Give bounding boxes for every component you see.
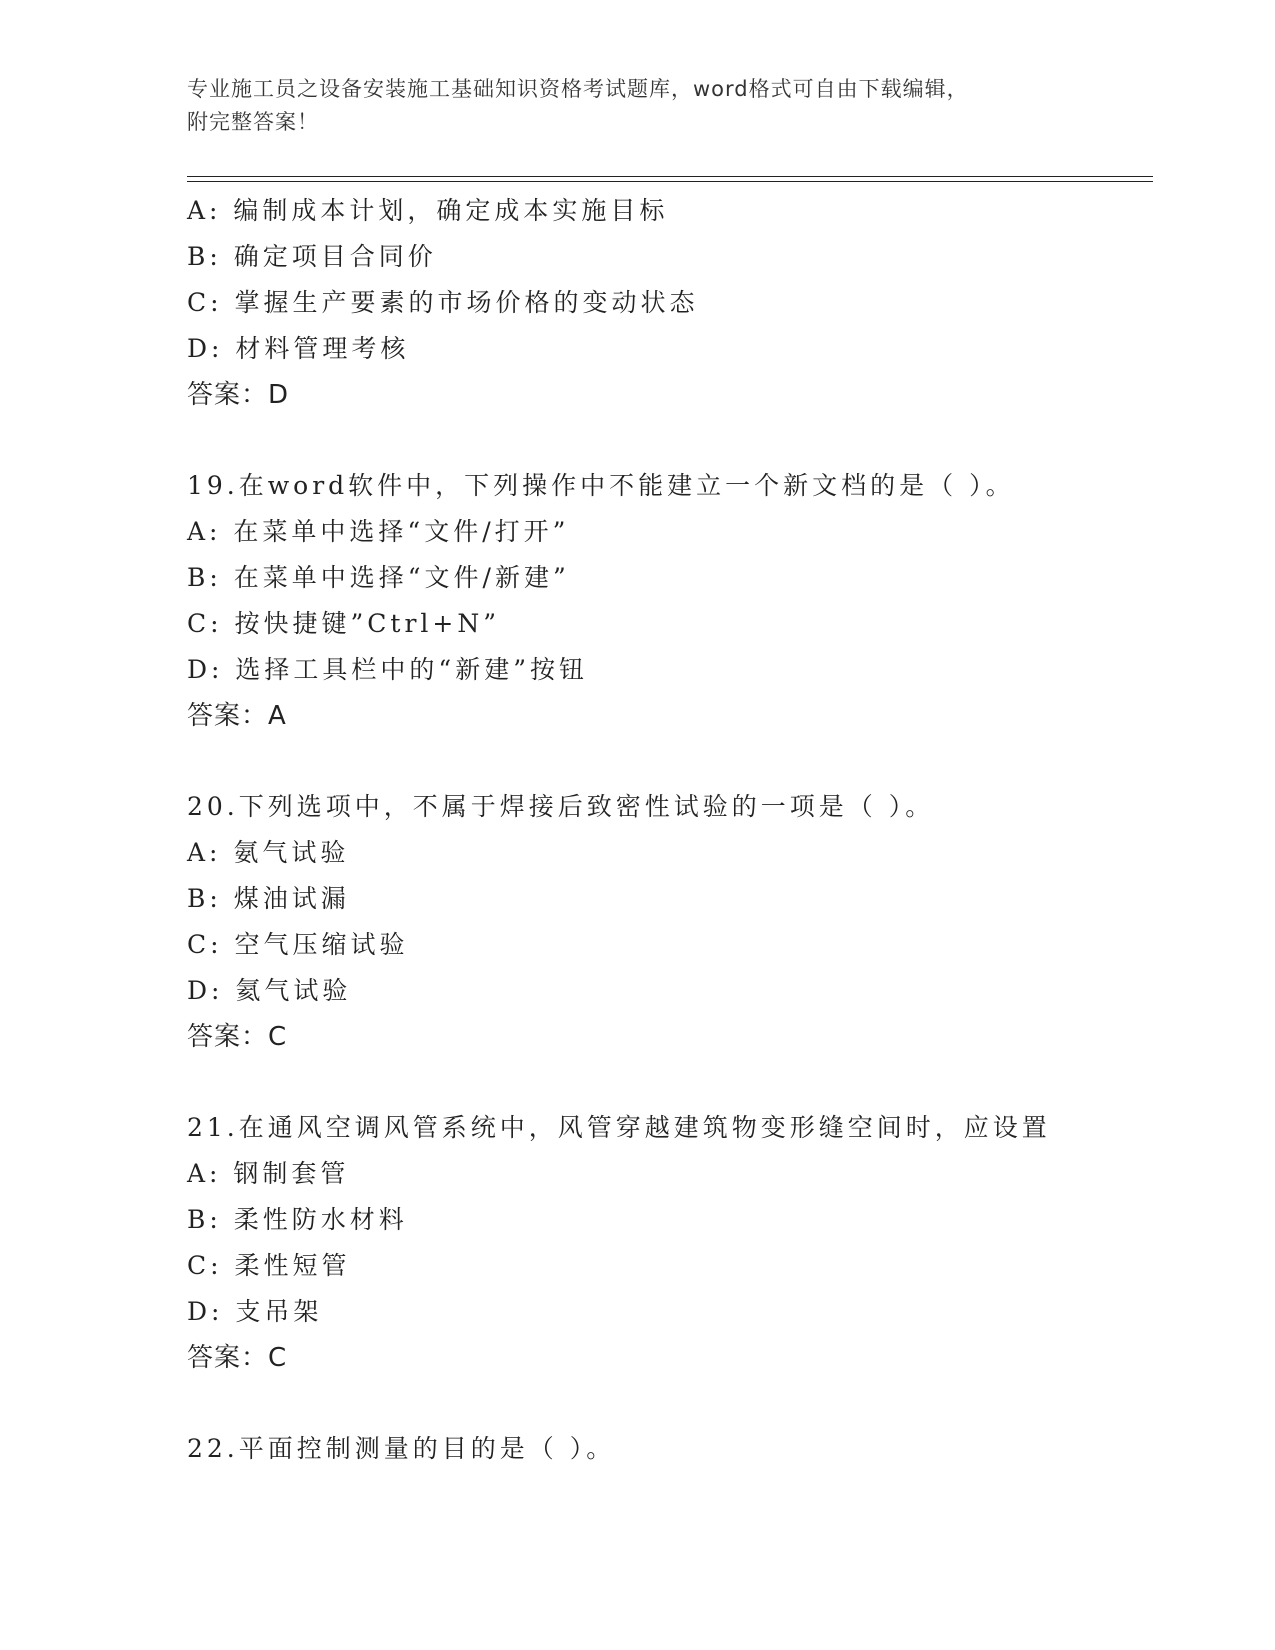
question-title: 20.下列选项中，不属于焊接后致密性试验的一项是（ ）。	[187, 792, 935, 821]
option-d: D: 支吊架	[187, 1297, 323, 1326]
option-a: A: 编制成本计划，确定成本实施目标	[187, 196, 669, 225]
answer-line: 答案：A	[187, 701, 287, 731]
option-a: A: 氨气试验	[187, 838, 350, 867]
option-b: B: 确定项目合同价	[187, 242, 437, 271]
option-d: D: 选择工具栏中的“新建”按钮	[187, 655, 588, 684]
question-18	[187, 188, 1147, 418]
question-spacer	[187, 1060, 1147, 1105]
option-c: C: 空气压缩试验	[187, 930, 409, 959]
option-b: B: 柔性防水材料	[187, 1205, 408, 1234]
option-d: D: 氦气试验	[187, 976, 352, 1005]
question-spacer	[187, 418, 1147, 463]
header-line-1: 专业施工员之设备安装施工基础知识资格考试题库，word格式可自由下载编辑，	[187, 77, 969, 101]
option-b: B: 在菜单中选择“文件/新建”	[187, 563, 570, 592]
question-title: 21.在通风空调风管系统中，风管穿越建筑物变形缝空间时，应设置	[187, 1113, 1051, 1142]
question-spacer	[187, 739, 1147, 784]
document-header	[187, 73, 1067, 139]
option-b: B: 煤油试漏	[187, 884, 350, 913]
question-21	[187, 1105, 1147, 1381]
answer-line: 答案：C	[187, 1343, 288, 1373]
question-19	[187, 463, 1147, 739]
question-title: 22.平面控制测量的目的是（ ）。	[187, 1434, 616, 1463]
question-spacer	[187, 1381, 1147, 1426]
header-divider	[187, 176, 1153, 182]
option-c: C: 掌握生产要素的市场价格的变动状态	[187, 288, 699, 317]
option-a: A: 钢制套管	[187, 1159, 350, 1188]
answer-line: 答案：D	[187, 380, 290, 410]
option-a: A: 在菜单中选择“文件/打开”	[187, 517, 570, 546]
option-c: C: 柔性短管	[187, 1251, 351, 1280]
question-20	[187, 784, 1147, 1060]
question-list	[187, 188, 1147, 1472]
header-line-2: 附完整答案！	[187, 110, 319, 134]
answer-line: 答案：C	[187, 1022, 288, 1052]
option-c: C: 按快捷键”Ctrl+N”	[187, 609, 501, 638]
option-d: D: 材料管理考核	[187, 334, 410, 363]
question-22	[187, 1426, 1147, 1472]
question-title: 19.在word软件中，下列操作中不能建立一个新文档的是（ ）。	[187, 471, 1015, 500]
